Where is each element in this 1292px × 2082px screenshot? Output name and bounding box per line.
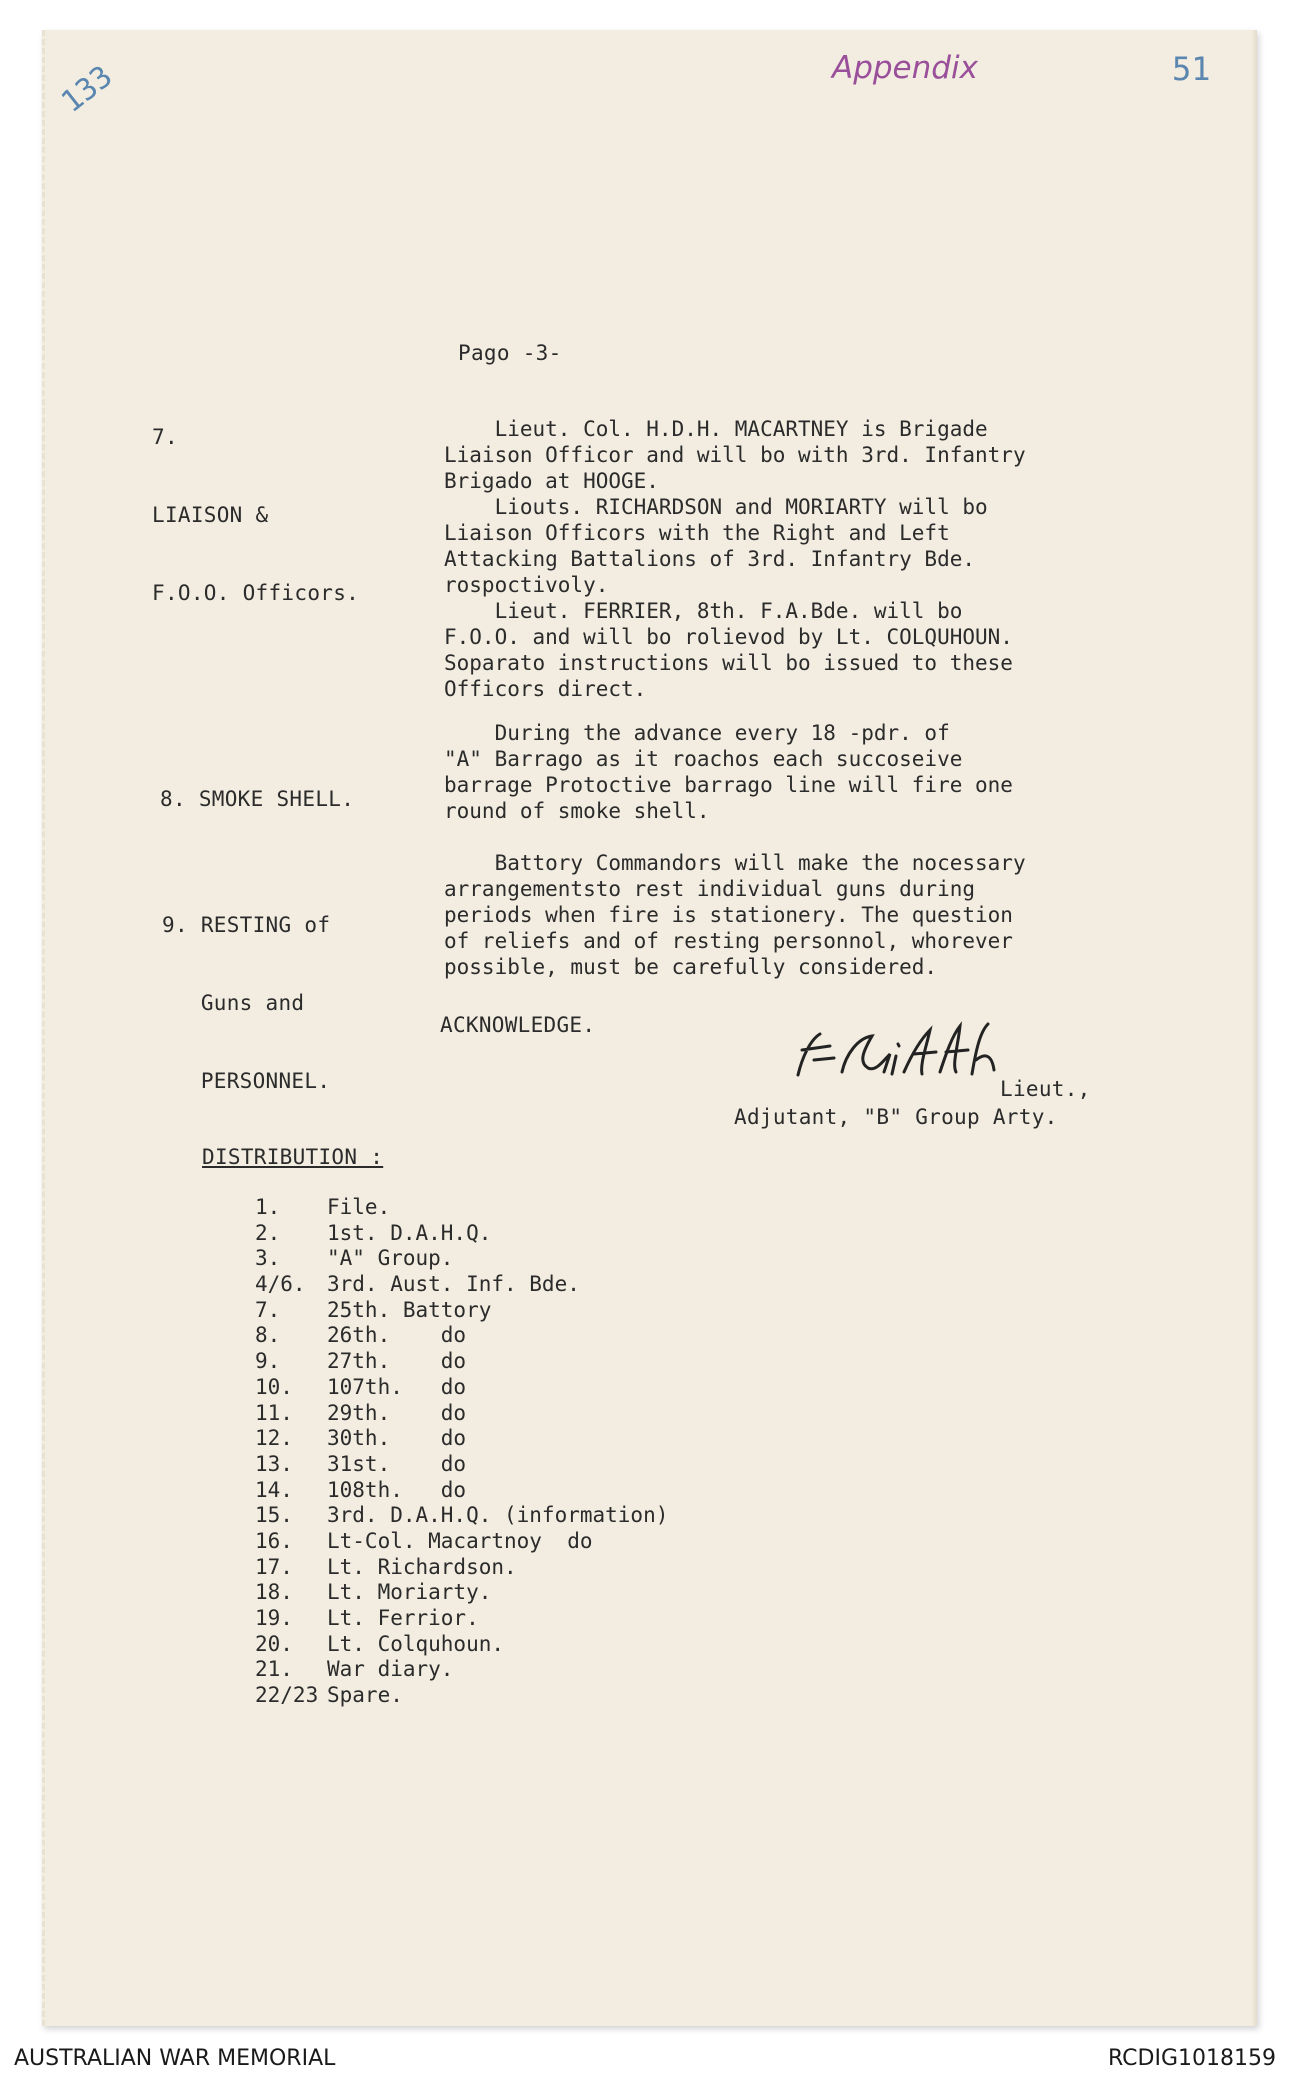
body-line: round of smoke shell. bbox=[444, 799, 710, 823]
distribution-text: 27th. do bbox=[327, 1349, 467, 1374]
distribution-text: File. bbox=[327, 1195, 391, 1219]
section-9-body bbox=[444, 850, 1026, 980]
body-line: Brigado at HOOGE. bbox=[444, 469, 659, 493]
distribution-text: War diary. bbox=[327, 1657, 454, 1682]
distribution-text: 30th. do bbox=[327, 1426, 467, 1451]
distribution-number: 21. bbox=[255, 1657, 293, 1682]
distribution-item bbox=[255, 1323, 668, 1349]
distribution-item bbox=[255, 1272, 668, 1298]
distribution-text: 108th. do bbox=[327, 1477, 467, 1502]
body-line: possible, must be carefully considered. bbox=[444, 955, 938, 979]
distribution-number: 10. bbox=[255, 1374, 293, 1399]
distribution-number: 2. bbox=[255, 1220, 281, 1245]
body-line: Battory Commandors will make the nocessary bbox=[444, 851, 1026, 875]
section-7-body bbox=[444, 416, 1026, 702]
body-line: "A" Barrago as it roachos each succoseive bbox=[444, 747, 963, 771]
body-line: arrangementsto rest individual guns during bbox=[444, 877, 976, 901]
acknowledge-text: ACKNOWLEDGE. bbox=[440, 1013, 596, 1037]
body-line: Officors direct. bbox=[444, 677, 647, 701]
heading-line: 7. bbox=[152, 425, 178, 449]
distribution-item bbox=[255, 1683, 668, 1709]
distribution-number: 17. bbox=[255, 1554, 293, 1579]
distribution-number: 9. bbox=[255, 1349, 281, 1374]
distribution-heading: DISTRIBUTION : bbox=[202, 1145, 384, 1169]
distribution-text: Lt. Ferrior. bbox=[327, 1606, 479, 1630]
distribution-item bbox=[255, 1529, 668, 1555]
signature-handwritten bbox=[780, 1020, 1010, 1094]
distribution-item bbox=[255, 1555, 668, 1581]
footer-right: RCDIG1018159 bbox=[1107, 2046, 1276, 2071]
distribution-number: 7. bbox=[255, 1297, 281, 1322]
body-line: of reliefs and of resting personnol, whorever bbox=[444, 929, 1013, 953]
distribution-number: 18. bbox=[255, 1580, 293, 1605]
heading-line: Guns and bbox=[162, 991, 305, 1015]
distribution-number: 22/23 bbox=[255, 1683, 319, 1708]
body-line: Lieut. FERRIER, 8th. F.A.Bde. will bo bbox=[444, 599, 963, 623]
distribution-number: 15. bbox=[255, 1503, 293, 1528]
distribution-item bbox=[255, 1503, 668, 1529]
distribution-number: 1. bbox=[255, 1195, 281, 1219]
distribution-item bbox=[255, 1426, 668, 1452]
body-line: rospoctivoly. bbox=[444, 573, 609, 597]
distribution-item bbox=[255, 1657, 668, 1683]
distribution-item bbox=[255, 1452, 668, 1478]
body-line: During the advance every 18 -pdr. of bbox=[444, 721, 950, 745]
heading-line: F.O.O. Officors. bbox=[152, 581, 360, 605]
signature-title: Adjutant, "B" Group Arty. bbox=[734, 1105, 1058, 1129]
distribution-item bbox=[255, 1632, 668, 1658]
distribution-number: 13. bbox=[255, 1451, 293, 1476]
distribution-text: Lt. Moriarty. bbox=[327, 1580, 492, 1605]
distribution-text: 25th. Battory bbox=[327, 1297, 492, 1322]
distribution-item bbox=[255, 1401, 668, 1427]
distribution-text: "A" Group. bbox=[327, 1246, 454, 1271]
distribution-item bbox=[255, 1349, 668, 1375]
section-8-body bbox=[444, 720, 1013, 824]
distribution-item bbox=[255, 1195, 668, 1221]
body-line: Liouts. RICHARDSON and MORIARTY will bo bbox=[444, 495, 988, 519]
body-line: Liaison Officors with the Right and Left bbox=[444, 521, 950, 545]
distribution-number: 12. bbox=[255, 1426, 293, 1451]
signature-rank: Lieut., bbox=[1000, 1077, 1091, 1101]
body-line: Lieut. Col. H.D.H. MACARTNEY is Brigade bbox=[444, 417, 988, 441]
distribution-text: Lt. Richardson. bbox=[327, 1554, 517, 1579]
distribution-item bbox=[255, 1221, 668, 1247]
body-line: F.O.O. and will bo rolievod by Lt. COLQUHOUN. bbox=[444, 625, 1013, 649]
distribution-text: Lt. Colquhoun. bbox=[327, 1631, 505, 1656]
heading-line: 8. SMOKE SHELL. bbox=[160, 787, 355, 811]
distribution-text: 3rd. Aust. Inf. Bde. bbox=[327, 1272, 580, 1297]
section-9-heading bbox=[162, 860, 330, 1120]
folio-stamp-right: 51 bbox=[1172, 50, 1211, 88]
distribution-text: 3rd. D.A.H.Q. (information) bbox=[327, 1503, 669, 1528]
section-7-heading bbox=[152, 372, 359, 632]
distribution-number: 11. bbox=[255, 1400, 293, 1425]
heading-line: LIAISON & bbox=[152, 503, 269, 527]
footer-left: AUSTRALIAN WAR MEMORIAL bbox=[14, 2046, 336, 2071]
distribution-number: 3. bbox=[255, 1246, 281, 1271]
distribution-text: 29th. do bbox=[327, 1400, 467, 1425]
distribution-text: 26th. do bbox=[327, 1323, 467, 1348]
body-line: periods when fire is stationery. The question bbox=[444, 903, 1013, 927]
distribution-text: 31st. do bbox=[327, 1451, 467, 1476]
heading-line: PERSONNEL. bbox=[162, 1069, 331, 1093]
appendix-stamp: Appendix bbox=[832, 50, 978, 86]
page-title: Pago -3- bbox=[458, 341, 562, 365]
distribution-item bbox=[255, 1606, 668, 1632]
distribution-number: 19. bbox=[255, 1606, 293, 1630]
body-line: Liaison Officor and will bo with 3rd. Infantry bbox=[444, 443, 1026, 467]
distribution-number: 20. bbox=[255, 1631, 293, 1656]
body-line: Soparato instructions will bo issued to these bbox=[444, 651, 1013, 675]
body-line: barrage Protoctive barrago line will fire one bbox=[444, 773, 1013, 797]
distribution-number: 8. bbox=[255, 1323, 281, 1348]
distribution-item bbox=[255, 1298, 668, 1324]
distribution-item bbox=[255, 1246, 668, 1272]
heading-line: 9. RESTING of bbox=[162, 913, 331, 937]
section-8-heading bbox=[160, 734, 354, 838]
distribution-number: 4/6. bbox=[255, 1272, 306, 1297]
folio-stamp-left: 133 bbox=[54, 59, 120, 120]
distribution-text: Spare. bbox=[327, 1683, 403, 1708]
distribution-item bbox=[255, 1478, 668, 1504]
distribution-text: 107th. do bbox=[327, 1374, 467, 1399]
distribution-text: Lt-Col. Macartnoy do bbox=[327, 1528, 593, 1553]
distribution-item bbox=[255, 1375, 668, 1401]
distribution-text: 1st. D.A.H.Q. bbox=[327, 1220, 492, 1245]
distribution-number: 14. bbox=[255, 1477, 293, 1502]
body-line: Attacking Battalions of 3rd. Infantry Bde. bbox=[444, 547, 976, 571]
distribution-list bbox=[255, 1195, 668, 1709]
distribution-item bbox=[255, 1580, 668, 1606]
distribution-number: 16. bbox=[255, 1528, 293, 1553]
